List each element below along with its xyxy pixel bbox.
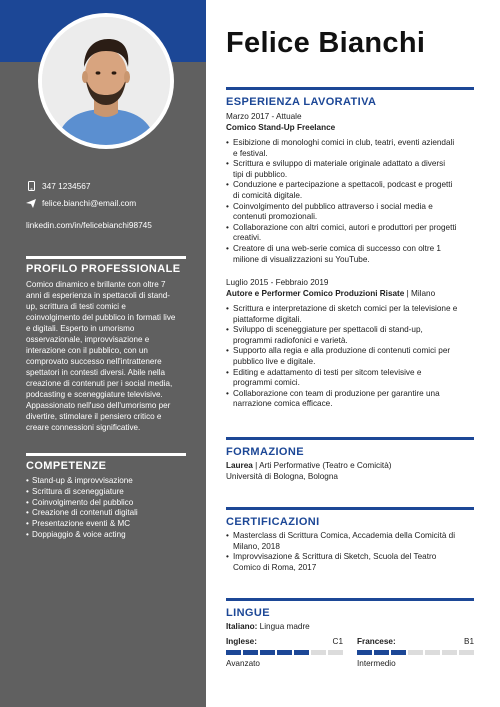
job-bullets <box>226 138 476 265</box>
education-degree-line <box>226 461 391 472</box>
skills-section-heading <box>26 453 186 472</box>
job-dates: Luglio 2015 - Febbraio 2019 <box>226 278 329 287</box>
language-level-segment <box>459 650 474 655</box>
language-level-segment <box>243 650 258 655</box>
profile-line: interazione con il pubblico, con un <box>26 346 148 355</box>
profile-photo-frame <box>38 13 174 149</box>
skill-item: • Scrittura di sceneggiature <box>26 487 186 498</box>
language-level-segment <box>442 650 457 655</box>
job-role: Autore e Performer Comico Produzioni Risate <box>226 289 405 298</box>
languages-section-heading <box>226 598 474 619</box>
phone-icon <box>26 181 36 191</box>
contact-phone <box>26 181 90 191</box>
language-level-segment <box>374 650 389 655</box>
job-location: | Milano <box>404 289 436 298</box>
native-language-label: Italiano: <box>226 622 258 631</box>
language-level-segment <box>294 650 309 655</box>
education-degree: Laurea <box>226 461 253 470</box>
skill-item: • Creazione di contenuti digitali <box>26 508 186 519</box>
skill-item: • Coinvolgimento del pubblico <box>26 498 186 509</box>
job-bullet: • Collaborazione con altri comici, autori e produttori per progetti creativi. <box>226 223 476 244</box>
language-level-segment <box>391 650 406 655</box>
skill-item: • Presentazione eventi & MC <box>26 519 186 530</box>
profile-summary <box>26 279 184 433</box>
skill-item: • Doppiaggio & voice acting <box>26 530 186 541</box>
language-code: C1 <box>332 637 343 646</box>
profile-section-heading <box>26 256 186 275</box>
education-section-heading <box>226 437 474 458</box>
profile-line: up, scrittura di testi comici e <box>26 302 126 311</box>
profile-line: Comico dinamico e brillante con oltre 7 <box>26 280 166 289</box>
language-level-segment <box>226 650 241 655</box>
language-level-segment <box>425 650 440 655</box>
language-level-text: Avanzato <box>226 659 260 668</box>
certifications-list <box>226 531 476 573</box>
language-level-segment <box>408 650 423 655</box>
native-language-value: Lingua madre <box>257 622 310 631</box>
education-title: FORMAZIONE <box>226 446 304 458</box>
profile-line: osservazionale, improvvisazione e <box>26 335 150 344</box>
profile-line: coinvolgimento del pubblico in formati live <box>26 313 176 322</box>
section-divider <box>226 507 474 510</box>
job-bullet: • Scrittura e sviluppo di materiale originale adattato a diversi tipi di pubblico. <box>226 159 476 180</box>
language-level-text: Intermedio <box>357 659 396 668</box>
profile-line: anni di esperienza in spettacoli di stand- <box>26 291 170 300</box>
profile-photo <box>42 17 170 145</box>
job-bullet: • Coinvolgimento del pubblico attraverso i social media e contenuti promozionali. <box>226 202 476 223</box>
profile-line: e digitali. Esperto in umorismo <box>26 324 135 333</box>
certification-item: • Masterclass di Scrittura Comica, Accademia della Comicità di Milano, 2018 <box>226 531 476 552</box>
education-field: | Arti Performative (Teatro e Comicità) <box>252 461 392 470</box>
language-level-segment <box>328 650 343 655</box>
contact-linkedin <box>26 220 152 230</box>
profile-line: comprovato successo nell'intrattenere <box>26 357 162 366</box>
section-divider <box>226 87 474 90</box>
languages-title: LINGUE <box>226 607 270 619</box>
email-address[interactable]: felice.bianchi@email.com <box>42 198 137 208</box>
profile-line: Appassionato nell'uso dell'umorismo per <box>26 401 171 410</box>
profile-line: creare connessioni significative. <box>26 423 141 432</box>
language-level-segment <box>357 650 372 655</box>
language-item-french <box>357 637 474 668</box>
native-language <box>226 622 310 633</box>
certifications-title: CERTIFICAZIONI <box>226 516 320 528</box>
job-bullet: • Sviluppo di sceneggiature per spettacoli di stand-up, programmi radiofonici e varietà. <box>226 325 476 346</box>
certification-item: • Improvvisazione & Scrittura di Sketch, Scuola del Teatro Comico di Roma, 2017 <box>226 552 476 573</box>
language-level-segment <box>277 650 292 655</box>
section-divider <box>226 598 474 601</box>
profile-line: podcasting e sceneggiature televisive. <box>26 390 163 399</box>
job-bullet: • Supporto alla regia e alla produzione di contenuti comici per pubblico live e digitale. <box>226 346 476 367</box>
certifications-section-heading <box>226 507 474 528</box>
candidate-name: Felice Bianchi <box>226 27 426 59</box>
skills-title: COMPETENZE <box>26 460 107 472</box>
linkedin-url[interactable]: linkedin.com/in/felicebianchi98745 <box>26 220 152 230</box>
language-item-english <box>226 637 343 668</box>
job-role-line <box>226 289 435 300</box>
contact-email <box>26 198 136 208</box>
job-bullet: • Collaborazione con team di produzione per garantire una narrazione comica efficace. <box>226 389 476 410</box>
section-divider <box>26 453 186 456</box>
section-divider <box>26 256 186 259</box>
job-bullet: • Scrittura e interpretazione di sketch comici per la televisione e piattaforme digitali. <box>226 304 476 325</box>
job-bullet: • Creatore di una web-serie comica di successo con oltre 1 milione di visualizzazioni su YouTube. <box>226 244 476 265</box>
profile-line: creazione di contenuti per i social media, <box>26 379 173 388</box>
paper-plane-icon <box>26 198 36 208</box>
language-name: Francese: <box>357 637 396 646</box>
job-dates: Marzo 2017 - Attuale <box>226 112 302 121</box>
section-divider <box>226 437 474 440</box>
language-level-meter <box>357 650 474 655</box>
profile-title: PROFILO PROFESSIONALE <box>26 263 181 275</box>
job-role: Comico Stand-Up Freelance <box>226 123 336 132</box>
language-level-meter <box>226 650 343 655</box>
language-level-segment <box>260 650 275 655</box>
job-bullet: • Esibizione di monologhi comici in club, teatri, eventi aziendali e festival. <box>226 138 476 159</box>
job-bullet: • Conduzione e partecipazione a spettacoli, podcast e progetti di comicità digitale. <box>226 180 476 201</box>
experience-section-heading <box>226 87 474 108</box>
job-bullet: • Editing e adattamento di testi per sitcom televisive e programmi comici. <box>226 368 476 389</box>
experience-title: ESPERIENZA LAVORATIVA <box>226 96 377 108</box>
skill-item: • Stand-up & improvvisazione <box>26 476 186 487</box>
education-school: Università di Bologna, Bologna <box>226 472 338 481</box>
skills-list <box>26 476 186 541</box>
language-code: B1 <box>463 637 474 646</box>
language-level-segment <box>311 650 326 655</box>
profile-line: divertire, stimolare il pensiero critico e <box>26 412 162 421</box>
profile-line: spettatori in contesti diversi. Abile nella <box>26 368 166 377</box>
phone-number: 347 1234567 <box>42 181 91 191</box>
language-name: Inglese: <box>226 637 257 646</box>
job-bullets <box>226 304 476 410</box>
